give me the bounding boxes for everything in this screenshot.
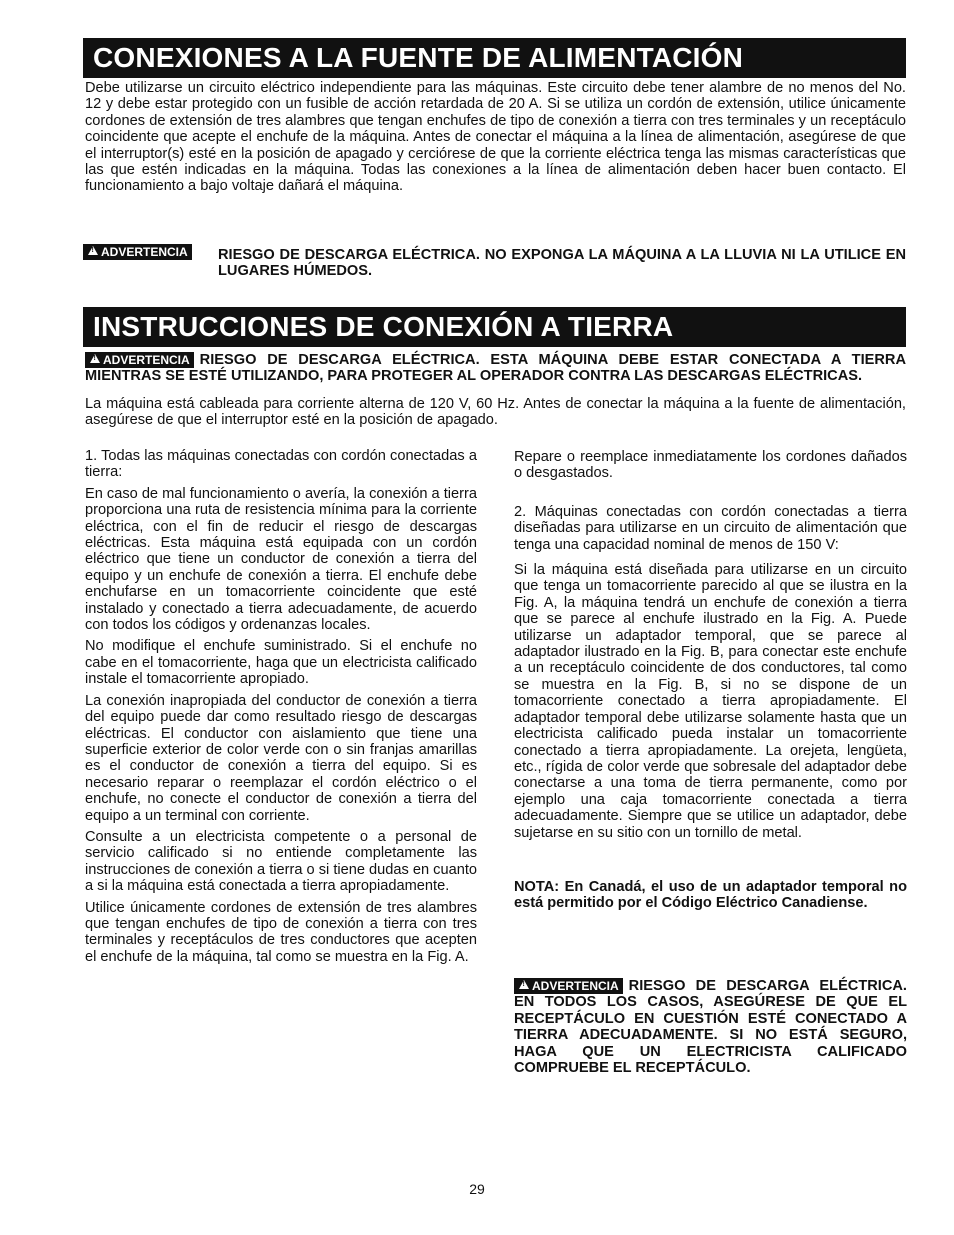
warning-badge-label: ADVERTENCIA <box>103 353 190 367</box>
paragraph: En caso de mal funcionamiento o avería, la conexión a tierra proporciona una ruta de resistencia mínima para la corriente eléctrica, con el fin de reducir el riesgo de descargas eléctricas. Esta máquina está equipada con un cordón eléctrico que tiene un conductor de conexión a tierra del equipo y un enchufe de conexión a tierra. El enchufe debe enchufarse en un tomacorriente coincidente que esté instalado y conectado a tierra adecuadamente, de acuerdo con todos los códigos y ordenanzas locales. <box>85 485 477 634</box>
warning-triangle-icon <box>519 980 529 989</box>
warning-badge <box>514 978 623 994</box>
section-title-grounding: INSTRUCCIONES DE CONEXIÓN A TIERRA <box>83 307 906 347</box>
paragraph: Consulte a un electricista competente o a personal de servicio calificado si no entiende completamente las instrucciones de conexión a tierra o si tiene dudas en cuanto a si la máquina está conectada a tierra apropiadamente. <box>85 828 477 895</box>
warning-receptacle <box>514 978 907 1076</box>
right-column <box>514 449 907 917</box>
warning-triangle-icon <box>90 354 100 363</box>
warning-triangle-icon <box>88 246 98 255</box>
warning-badge <box>85 352 194 368</box>
repair-note: Repare o reemplace inmediatamente los cordones dañados o desgastados. <box>514 449 907 482</box>
warning-text-rain: RIESGO DE DESCARGA ELÉCTRICA. NO EXPONGA LA MÁQUINA A LA LLUVIA NI LA UTILICE EN LUGARES HÚMEDOS. <box>218 247 906 280</box>
paragraph: No modifique el enchufe suministrado. Si el enchufe no cabe en el tomacorriente, haga que un electricista calificado instale el tomacorriente apropiado. <box>85 638 477 688</box>
warning-badge-label: ADVERTENCIA <box>101 245 188 259</box>
warning-badge <box>83 244 192 260</box>
item2-body: Si la máquina está diseñada para utilizarse en un circuito que tenga un tomacorriente parecido al que se ilustra en la Fig. A, la máquina tendrá un enchufe de conexión a tierra que se parece al enchufe ilustrado en la Fig. A. Puede utilizarse un adaptador temporal, que se parece al adaptador ilustrado en la Fig. B, para conectar este enchufe a un receptáculo coincidente de dos conductores, tal como se muestra en la Fig. B, si no se dispone de un tomacorriente conectado a tierra apropiadamente. El adaptador temporal debe utilizarse solamente hasta que un electricista calificado pueda instalar un tomacorriente conectado a tierra apropiadamente. La orejeta, lengüeta, etc., rígida de color verde que sobresale del adaptador debe conectarse a una toma de tierra permanente, como por ejemplo una caja tomacorriente conectada a tierra adecuadamente. Siempre que se utilice un adaptador, debe sujetarse en su sitio con un tornillo de metal. <box>514 562 907 841</box>
paragraph: 1. Todas las máquinas conectadas con cordón conectadas a tierra: <box>85 448 477 481</box>
warning-grounding <box>85 352 906 385</box>
canada-note: NOTA: En Canadá, el uso de un adaptador temporal no está permitido por el Código Eléctrico Canadiense. <box>514 878 907 912</box>
item2-heading: 2. Máquinas conectadas con cordón conectadas a tierra diseñadas para utilizarse en un circuito de alimentación que tenga una capacidad nominal de menos de 150 V: <box>514 503 907 553</box>
left-column <box>85 448 477 970</box>
warning-badge-label: ADVERTENCIA <box>532 979 619 993</box>
section-title-power-connections: CONEXIONES A LA FUENTE DE ALIMENTACIÓN <box>83 38 906 78</box>
warning-text-receptacle: RIESGO DE DESCARGA ELÉCTRICA. EN TODOS LOS CASOS, ASEGÚRESE DE QUE EL RECEPTÁCULO EN CUESTIÓN ESTÉ CONECTADO A TIERRA ADECUADAMENTE. SI NO ESTÁ SEGURO, HAGA QUE UN ELECTRICISTA CALIFICADO COMPRUEBE EL RECEPTÁCULO. <box>514 978 907 1077</box>
warning-text-grounding: RIESGO DE DESCARGA ELÉCTRICA. ESTA MÁQUINA DEBE ESTAR CONECTADA A TIERRA MIENTRAS SE ESTÉ UTILIZANDO, PARA PROTEGER AL OPERADOR CONTRA LAS DESCARGAS ELÉCTRICAS. <box>85 352 906 385</box>
power-connection-text: Debe utilizarse un circuito eléctrico independiente para las máquinas. Este circuito debe tener alambre de no menos del No. 12 y debe estar protegido con un fusible de acción retardada de 20 A. Si se utiliza un cordón de extensión, utilice únicamente cordones de extensión de tres alambres que tengan enchufes de tipo de conexión a tierra con tres terminales y un receptáculo coincidente que acepte el enchufe de la máquina. Antes de conectar el máquina a la línea de alimentación, asegúrese de que el interruptor(s) esté en la posición de apagado y cerciórese de que la corriente eléctrica tenga las mismas características que las que estén indicadas en la máquina. Todas las conexiones a la línea de alimentación deben hacer buen contacto. El funcionamiento a bajo voltaje dañará el máquina. <box>85 80 906 195</box>
page-number: 29 <box>469 1181 485 1197</box>
paragraph: La conexión inapropiada del conductor de conexión a tierra del equipo puede dar como resultado riesgo de descargas eléctricas. El conductor con aislamiento que tiene una superficie exterior de color verde con o sin franjas amarillas es el conductor de conexión a tierra del equipo. Si es necesario reparar o reemplazar el cordón eléctrico o el enchufe, no conecte el conductor de conexión a tierra del equipo a un terminal con corriente. <box>85 692 477 824</box>
paragraph: Utilice únicamente cordones de extensión de tres alambres que tengan enchufes de tipo de conexión a tierra con tres terminales y receptáculos de tres conductores que acepten el enchufe de la máquina, tal como se muestra en la Fig. A. <box>85 899 477 965</box>
voltage-note: La máquina está cableada para corriente alterna de 120 V, 60 Hz. Antes de conectar la máquina a la fuente de alimentación, asegúrese de que el interruptor esté en la posición de apagado. <box>85 396 906 429</box>
